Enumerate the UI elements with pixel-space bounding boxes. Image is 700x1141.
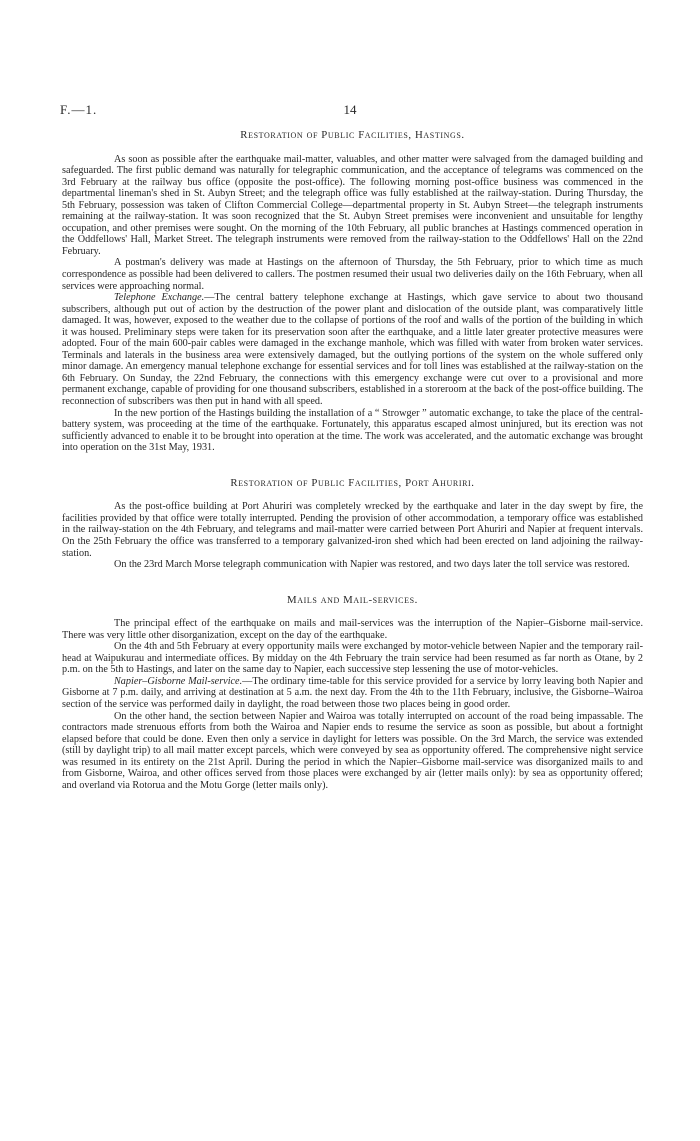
- section-heading-hastings: Restoration of Public Facilities, Hastings.: [240, 129, 465, 141]
- page-body: [62, 130, 643, 791]
- paragraph-text: A postman's delivery was made at Hastings on the afternoon of Thursday, the 5th February, prior to which time as much correspondence as possible had been delivered to callers. The postmen resumed their usual two deliveries daily on the 16th February, when all services were approaching normal.: [62, 257, 643, 292]
- paragraph-text: On the other hand, the section between Napier and Wairoa was totally interrupted on account of the road being impassable. The contractors made strenuous efforts from both the Wairoa and Napier ends to resume the service as soon as possible, but about a fortnight elapsed before that could be done. Even then only a service in daylight for letters was possible. On the 3rd March, the service was extended (still by daylight trip) to all mail matter except parcels, which were conveyed by sea as opportunity offered. The comprehensive night service was resumed in its entirety on the 21st April. During the period in which the Napier–Gisborne mail-service was disorganized mails to and from Gisborne, Wairoa, and other offices served from those places were exchanged by air (letter mails only): by sea as opportunity offered; and overland via Rotorua and the Motu Gorge (letter mails only).: [62, 710, 643, 791]
- paragraph-text: As soon as possible after the earthquake mail-matter, valuables, and other matter were salvaged from the damaged building and safeguarded. The first public demand was naturally for telegraphic communication, and the acceptance of telegrams was commenced on the 3rd February at the railway bus office (opposite the post-office). The following morning post-office business was commenced in the departmental lineman's shed in St. Aubyn Street; and the telegraph office was fully established at the railway-station. During Thursday, the 5th February, possession was taken of Clifton Commercial College—departmental property in St. Aubyn Street—the telegraph instruments remaining at the railway-station. It was soon recognized that the St. Aubyn Street premises were inconvenient and unsuitable for lengthy occupation, and other premises were sought. On the morning of the 10th February, all public branches at Hastings commenced operation in the Oddfellows' Hall, Market Street. The telegraph instruments were removed from the railway-station to the Oddfellows' Hall on the 22nd February.: [62, 153, 643, 257]
- paragraph: [62, 292, 643, 407]
- page-number: 14: [343, 102, 357, 117]
- paragraph-text: On the 4th and 5th February at every opportunity mails were exchanged by motor-vehicle between Napier and the temporary rail-head at Waipukurau and intermediate offices. By midday on the 4th February the train service had been resumed as far north as Otane, by 2 p.m. on the 5th to Hastings, and later on the same day to Napier, each successive step lessening the use of motor-vehicles.: [62, 641, 643, 676]
- paragraph: [62, 257, 643, 292]
- paragraph: [62, 501, 643, 559]
- paragraph: [62, 641, 643, 676]
- paragraph: [62, 618, 643, 641]
- paragraph-text: As the post-office building at Port Ahuriri was completely wrecked by the earthquake and later in the day swept by fire, the facilities provided by that office were totally interrupted. Pending the provision of other accommodation, a temporary office was established in the railway-station on the 4th February, and telegrams and mail-matter were carried between Port Ahuriri and Napier at frequent intervals. On the 25th February the office was transferred to a temporary galvanized-iron shed which had been erected on land adjoining the railway-station.: [62, 501, 643, 559]
- paragraph: [62, 711, 643, 792]
- paragraph-text: The principal effect of the earthquake on mails and mail-services was the interruption of the Napier–Gisborne mail-service. There was very little other disorganization, except on the day of the earthquake.: [62, 618, 643, 641]
- paragraph-text: —The central battery telephone exchange at Hastings, which gave service to about two thousand subscribers, although put out of action by the destruction of the power plant and dislocation of the outside plant, was comparatively little damaged. It was, however, exposed to the weather due to the collapse of portions of the roof and walls of the portion of the building in which it was housed. Preliminary steps were taken for its preservation soon after the earthquake, and a little later greater protective measures were adopted. Four of the main 600-pair cables were damaged in the exchange manhole, which was filled with water from broken water services. Terminals and laterals in the business area were extensively damaged, but the outlying portions of the system on the whole suffered only minor damage. An emergency manual telephone exchange for essential services and for toll lines was established at the railway-station on the 6th February. On Sunday, the 22nd February, the connections with this emergency exchange were cut over to a provisional and more permanent exchange, capable of providing for one thousand subscribers, established in a storeroom at the back of the post-office building. The reconnection of subscribers was then put in hand with all speed.: [62, 292, 643, 408]
- paragraph-text: In the new portion of the Hastings building the installation of a “ Strowger ” automatic exchange, to take the place of the central-battery system, was proceeding at the time of the earthquake. Fortunately, this apparatus escaped almost uninjured, but its erection was not sufficiently advanced to enable it to be brought into operation at the time. The work was accelerated, and the automatic exchange was brought into operation on the 31st May, 1931.: [62, 407, 643, 454]
- paragraph-lead: Telephone Exchange.: [114, 292, 205, 304]
- paragraph: [62, 154, 643, 258]
- paragraph: [62, 559, 643, 571]
- paragraph-text: On the 23rd March Morse telegraph communication with Napier was restored, and two days later the toll service was restored.: [114, 559, 630, 571]
- section-heading-mails: Mails and Mail-services.: [287, 593, 418, 606]
- paragraph: [62, 408, 643, 454]
- page-reference: F.—1.: [60, 102, 98, 117]
- section-heading-port-ahuriri: Restoration of Public Facilities, Port Ahuriri.: [230, 476, 475, 489]
- paragraph: [62, 676, 643, 711]
- paragraph-text: —The ordinary time-table for this service provided for a service by lorry leaving both Napier and Gisborne at 7 p.m. daily, and arriving at destination at 5 a.m. the next day. From the 4th to the 11th February, inclusive, the Gisborne–Wairoa section of the service was performed daily in daylight, the road between those two places being in good order.: [62, 675, 643, 710]
- paragraph-lead: Napier–Gisborne Mail-service.: [114, 675, 243, 687]
